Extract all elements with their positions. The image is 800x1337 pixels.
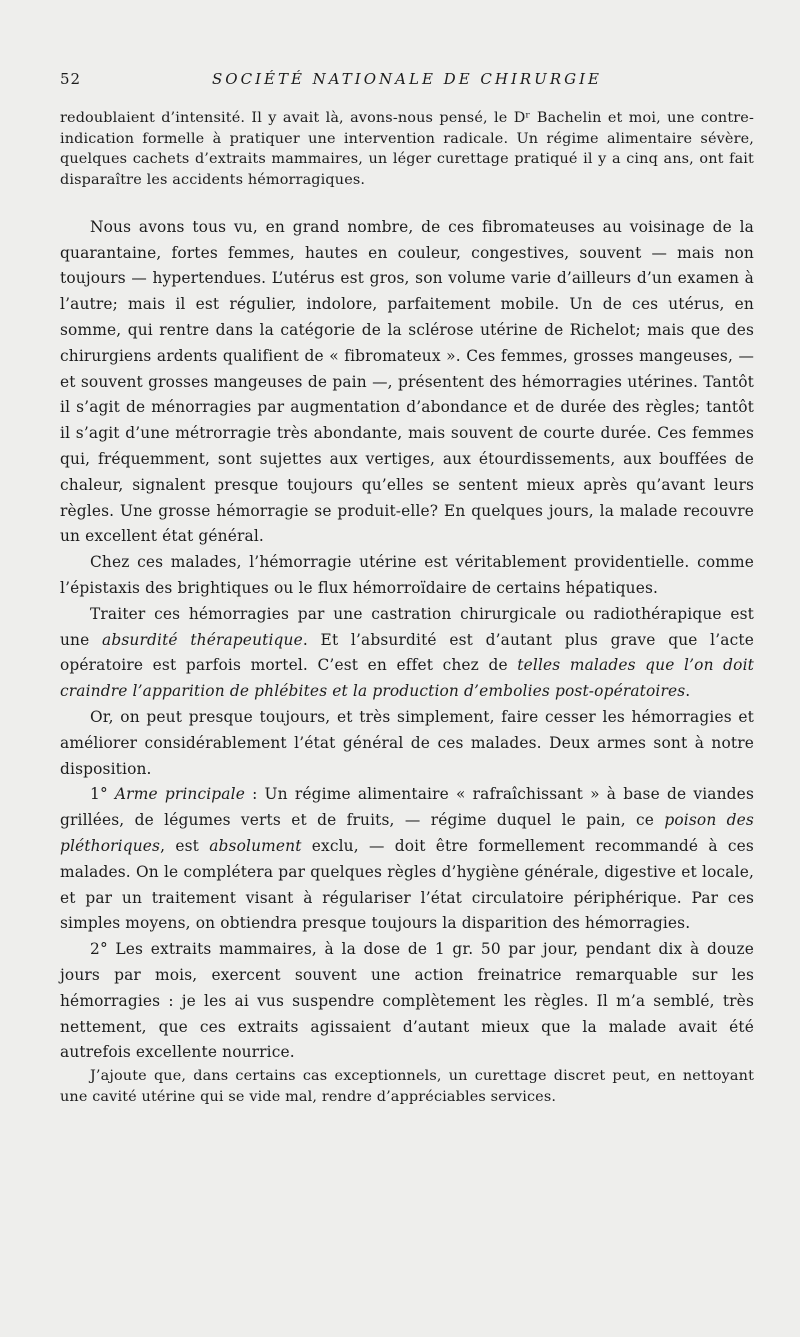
paragraph bbox=[60, 550, 754, 602]
text-run: Chez ces malades, l’hémorragie utérine est véritablement providentielle. comme l’épistaxis des brightiques ou le flux hémorroïdaire de certains hépatiques. bbox=[60, 553, 754, 597]
italic-text: absurdité thérapeutique bbox=[102, 630, 303, 649]
paragraph bbox=[60, 937, 754, 1066]
document-page bbox=[60, 0, 754, 1108]
running-head: SOCIÉTÉ NATIONALE DE CHIRURGIE bbox=[212, 70, 602, 88]
text-run: . Et l’absurdité est d’autant plus grave que l’acte opératoire est parfois mortel. C’est en effet chez de bbox=[60, 630, 754, 675]
paragraph bbox=[60, 215, 754, 550]
italic-text: poison des pléthoriques bbox=[60, 811, 754, 855]
paragraph bbox=[60, 782, 754, 937]
paragraph bbox=[60, 602, 754, 705]
text-run: 1° bbox=[90, 785, 115, 804]
text-run: : Un régime alimentaire « rafraîchissant » à base de viandes grillées, de légumes verts et de fruits, — régime duquel le pain, ce bbox=[60, 785, 754, 830]
body-text bbox=[60, 108, 754, 1108]
page-number: 52 bbox=[60, 70, 82, 88]
page-header bbox=[60, 0, 754, 108]
paragraph bbox=[60, 1066, 754, 1107]
paragraph bbox=[60, 705, 754, 782]
text-run: . bbox=[685, 682, 691, 701]
italic-text: Arme principale bbox=[114, 785, 245, 804]
text-run: , est bbox=[160, 836, 210, 855]
text-run: 2° Les extraits mammaires, à la dose de 1 gr. 50 par jour, pendant dix à douze jours par mois, exercent souvent une action freinatrice remarquable sur les hémorragies : je les ai vus suspendre complètement les règles. Il m’a semblé, très nettement, que ces extraits agissaient d’autant mieux que la malade avait été autrefois excellente nourrice. bbox=[60, 940, 754, 1062]
text-run: redoublaient d’intensité. Il y avait là, avons-nous pensé, le Dʳ Bachelin et moi, une contre-indication formelle à pratiquer une intervention radicale. Un régime alimentaire sévère, quelques cachets d’extraits mammaires, un léger curettage pratiqué il y a cinq ans, ont fait disparaître les accidents hémorragiques. bbox=[60, 110, 754, 189]
text-run: Nous avons tous vu, en grand nombre, de ces fibromateuses au voisinage de la quarantaine, fortes femmes, hautes en couleur, congestives, souvent — mais non toujours — hypertendues. L’utérus est gros, son volume varie d’ailleurs d’un examen à l’autre; mais il est régulier, indolore, parfaitement mobile. Un de ces utérus, en somme, qui rentre dans la catégorie de la sclérose utérine de Richelot; mais que des chirurgiens ardents qualifient de « fibromateux ». Ces femmes, grosses mangeuses, — et souvent grosses mangeuses de pain —, présentent des hémorragies utérines. Tantôt il s’agit de ménorragies par augmentation d’abondance et de durée des règles; tantôt il s’agit d’une métrorragie très abondante, mais souvent de courte durée. Ces femmes qui, fréquemment, sont sujettes aux vertiges, aux étourdissements, aux bouffées de chaleur, signalent presque toujours qu’elles se sentent mieux après qu’avant leurs règles. Une grosse hémorragie se produit-elle? En quelques jours, la malade recouvre un excellent état général. bbox=[60, 217, 754, 546]
text-run: J’ajoute que, dans certains cas exceptionnels, un curettage discret peut, en nettoyant une cavité utérine qui se vide mal, rendre d’appréciables services. bbox=[60, 1068, 754, 1105]
paragraph bbox=[60, 108, 754, 191]
italic-text: telles malades que l’on doit craindre l’apparition de phlébites et la production d’embolies post-opératoires bbox=[60, 656, 755, 701]
italic-text: absolument bbox=[209, 836, 302, 855]
text-run: Traiter ces hémorragies par une castration chirurgicale ou radiothérapique est une bbox=[60, 604, 754, 649]
text-run: Or, on peut presque toujours, et très simplement, faire cesser les hémorragies et améliorer considérablement l’état général de ces malades. Deux armes sont à notre disposition. bbox=[60, 707, 754, 778]
text-run: exclu, — doit être formellement recommandé à ces malades. On le complétera par quelques règles d’hygiène générale, digestive et locale, et par un traitement visant à régulariser l’état circulatoire périphérique. Par ces simples moyens, on obtiendra presque toujours la disparition des hémorragies. bbox=[60, 836, 754, 933]
